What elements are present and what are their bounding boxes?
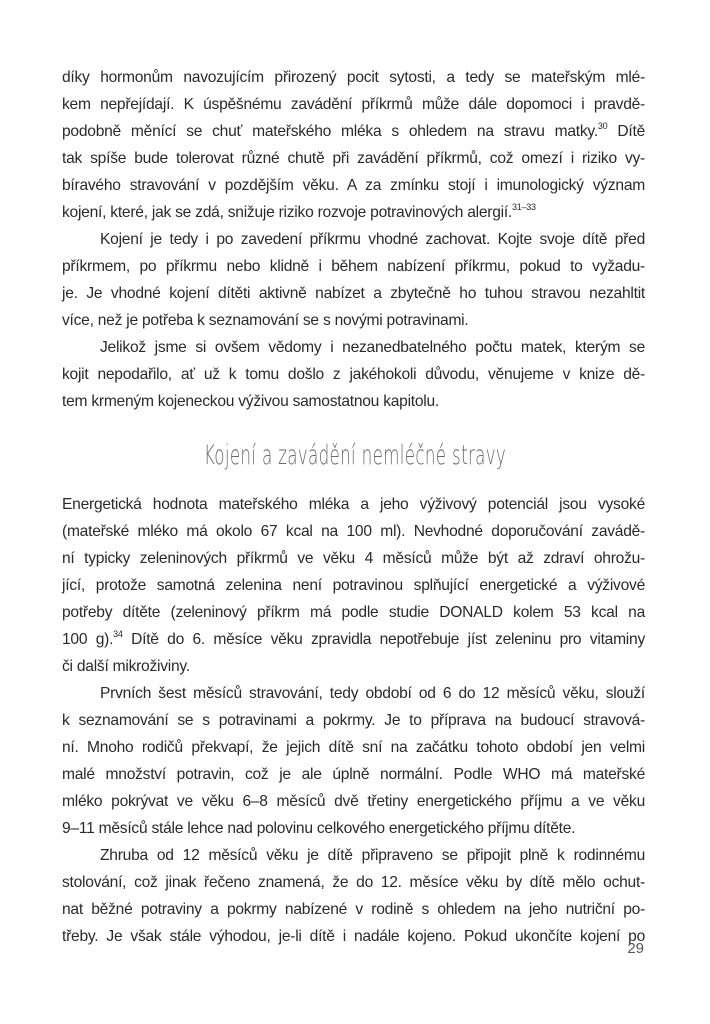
section-heading: Kojení a zavádění nemléčné stravy <box>203 440 507 471</box>
text-line: malé množství potravin, což je ale úplně normální. Podle WHO má mateřské <box>62 766 645 783</box>
footnote-ref: 34 <box>113 628 123 639</box>
text-segment: kojení, které, jak se zdá, snižuje riziko rozvoje potravinových alergií. <box>62 204 513 221</box>
text-line: 9–11 měsíců stále lehce nad polovinu celkového energetického příjmu dítěte. <box>62 820 576 837</box>
text-line: Kojení je tedy i po zavedení příkrmu vhodné zachovat. Kojte svoje dítě před <box>100 231 645 248</box>
text-line: Jelikož jsme si ovšem vědomy i nezanedbatelného počtu matek, kterým se <box>100 339 645 356</box>
footnote-ref: 31–33 <box>512 201 536 212</box>
body-text-section-2 <box>62 491 645 950</box>
text-segment: Dítě <box>607 123 645 140</box>
text-segment: Dítě do 6. měsíce věku zpravidla nepotřebuje jíst zeleninu pro vitaminy <box>122 631 645 648</box>
text-line: tem krmeným kojeneckou výživou samostatnou kapitolu. <box>62 393 440 410</box>
text-segment: 100 g). <box>62 631 114 648</box>
text-line <box>62 626 645 653</box>
text-line: kojit nepodařilo, ať už k tomu došlo z jakéhokoli důvodu, věnujeme v knize dě- <box>62 366 645 383</box>
text-line: (mateřské mléko má okolo 67 kcal na 100 ml). Nevhodné doporučování zavádě- <box>62 523 645 540</box>
text-line: je. Je vhodné kojení dítěti aktivně nabízet a zbytečně ho tuhou stravou nezahltit <box>62 285 645 302</box>
text-line: bíravého stravování v pozdějším věku. A za zmínku stojí i imunologický význam <box>62 177 645 194</box>
text-line: třeby. Je však stále výhodou, je-li dítě i nadále kojeno. Pokud ukončíte kojení po <box>62 928 645 945</box>
text-line: potřeby dítěte (zeleninový příkrm má podle studie DONALD kolem 53 kcal na <box>62 604 645 621</box>
footnote-ref: 30 <box>597 120 608 131</box>
text-line: Zhruba od 12 měsíců věku je dítě připraveno se připojit plně k rodinnému <box>100 847 645 864</box>
text-line: Energetická hodnota mateřského mléka a jeho výživový potenciál jsou vysoké <box>62 496 645 513</box>
text-line: kem nepřejídají. K úspěšnému zavádění příkrmů může dále dopomoci i pravdě- <box>62 96 645 113</box>
text-line: více, než je potřeba k seznamování se s novými potravinami. <box>62 312 469 329</box>
text-line: k seznamování se s potravinami a pokrmy. Je to příprava na budoucí stravová- <box>62 712 645 729</box>
text-line: příkrmem, po příkrmu nebo klidně i během nabízení příkrmu, pokud to vyžadu- <box>62 258 645 275</box>
text-line: stolování, což jinak řečeno znamená, že do 12. měsíce věku by dítě mělo ochut- <box>62 874 645 891</box>
text-line: Prvních šest měsíců stravování, tedy období od 6 do 12 měsíců věku, slouží <box>100 685 645 702</box>
text-line: jící, protože samotná zelenina není potravinou splňující energetické a výživové <box>62 577 645 594</box>
text-segment: podobně měnící se chuť mateřského mléka s ohledem na stravu matky. <box>62 123 598 140</box>
text-line: díky hormonům navozujícím přirozený pocit sytosti, a tedy se mateřským mlé- <box>62 69 645 86</box>
text-line <box>62 118 645 145</box>
body-text-section-1 <box>62 64 645 415</box>
text-line: nat běžné potraviny a pokrmy nabízené v rodině s ohledem na jeho nutriční po- <box>62 901 645 918</box>
page-number: 29 <box>627 940 644 957</box>
text-line: mléko pokrývat ve věku 6–8 měsíců dvě třetiny energetického příjmu a ve věku <box>62 793 645 810</box>
text-line: či další mikroživiny. <box>62 658 190 675</box>
text-line: ní. Mnoho rodičů překvapí, že jejich dítě sní na začátku tohoto období jen velmi <box>62 739 645 756</box>
text-line <box>62 199 645 226</box>
text-line: tak spíše bude tolerovat různé chutě při zavádění příkrmů, což omezí i riziko vy- <box>62 150 645 167</box>
text-line: ní typicky zeleninových příkrmů ve věku 4 měsíců může být až zdraví ohrožu- <box>62 550 645 567</box>
